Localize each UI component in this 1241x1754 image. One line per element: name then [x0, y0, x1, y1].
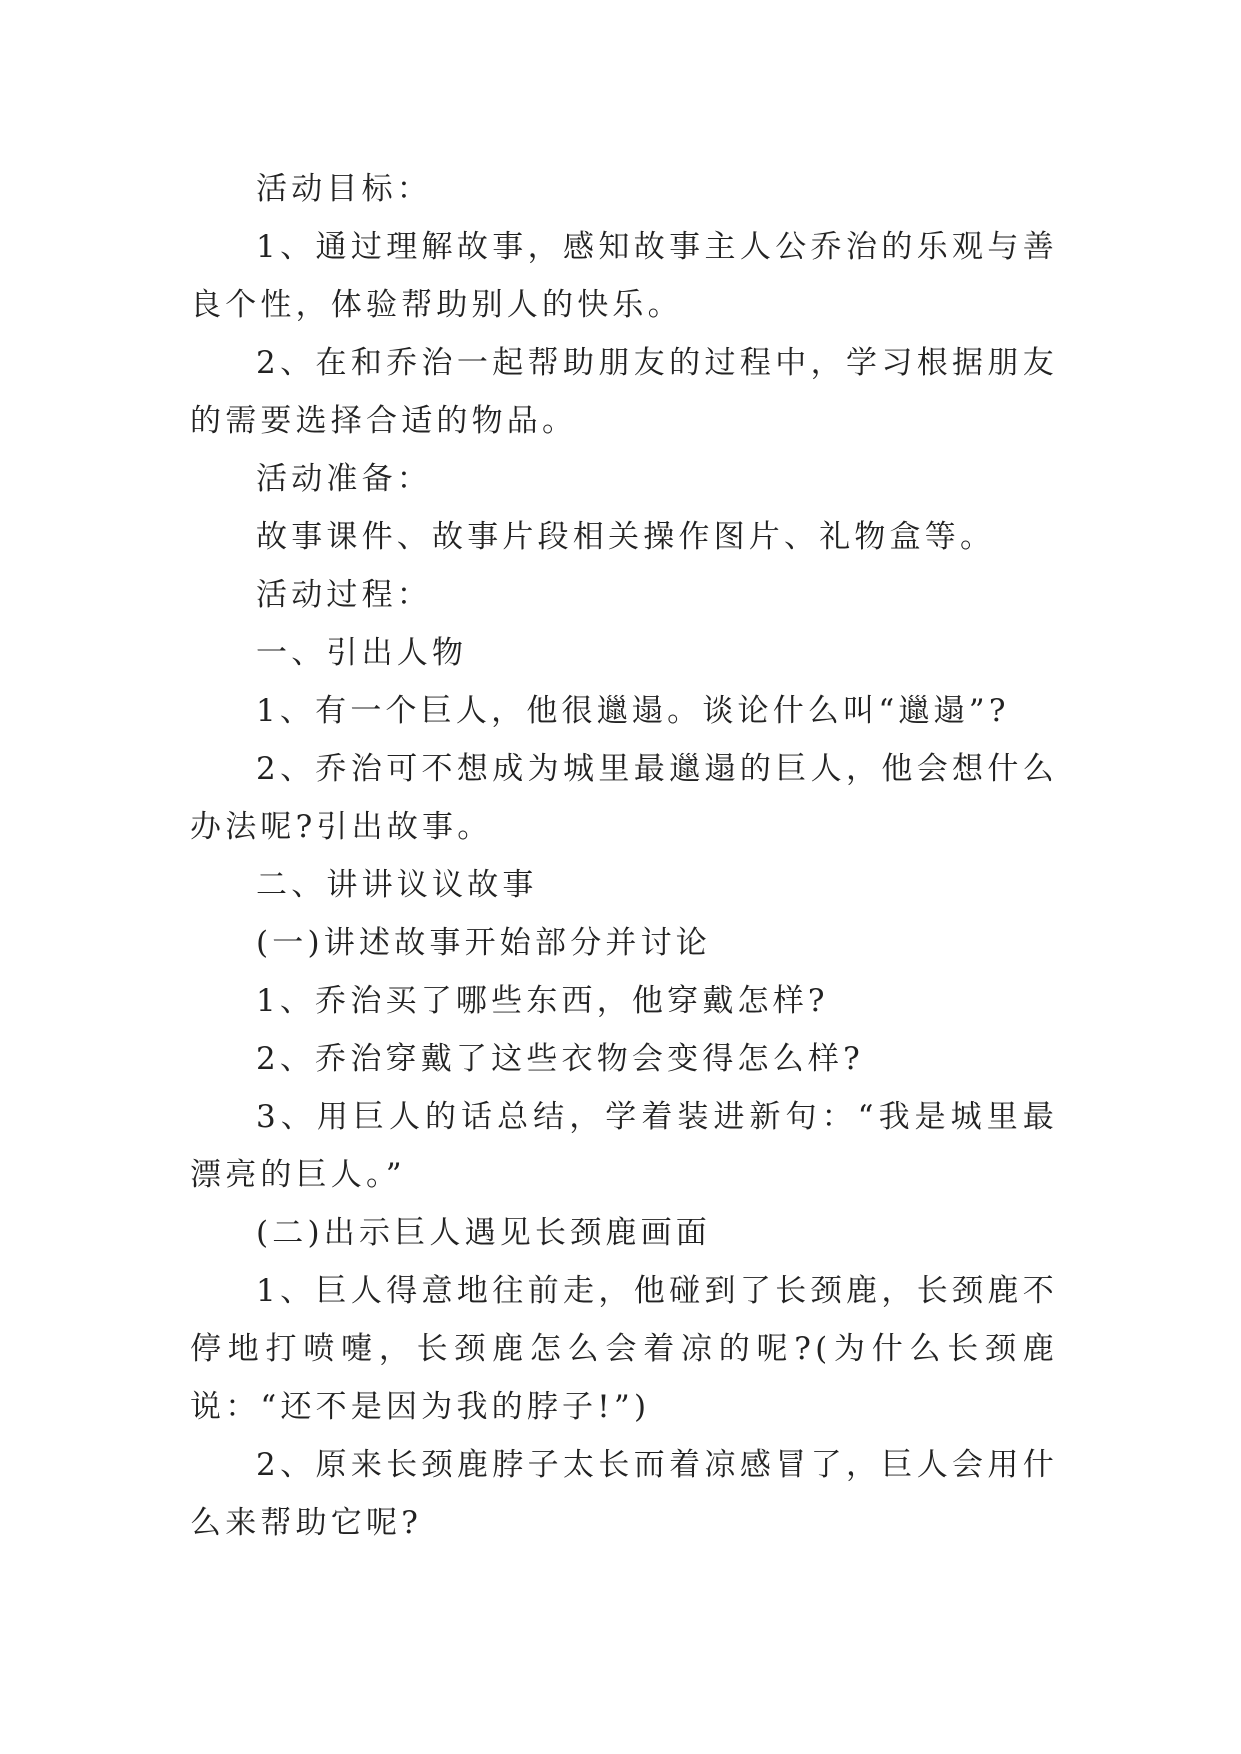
section-heading-2: 二、讲讲议议故事: [256, 867, 538, 903]
subsection-heading-1: (一)讲述故事开始部分并讨论: [256, 925, 711, 961]
preparation-text: 故事课件、故事片段相关操作图片、礼物盒等。: [256, 519, 996, 555]
process-item: 2、原来长颈鹿脖子太长而着凉感冒了，巨人会用什么来帮助它呢?: [190, 1447, 1058, 1541]
goal-item-1: 1、通过理解故事，感知故事主人公乔治的乐观与善良个性，体验帮助别人的快乐。: [190, 229, 1058, 323]
goal-item-2: 2、在和乔治一起帮助朋友的过程中，学习根据朋友的需要选择合适的物品。: [190, 345, 1058, 439]
process-item: 1、乔治买了哪些东西，他穿戴怎样?: [256, 983, 829, 1019]
process-item: 2、乔治穿戴了这些衣物会变得怎么样?: [256, 1041, 864, 1077]
process-item: 2、乔治可不想成为城里最邋遢的巨人，他会想什么办法呢?引出故事。: [190, 751, 1058, 845]
process-item: 3、用巨人的话总结，学着装进新句：“我是城里最漂亮的巨人。”: [190, 1099, 1058, 1193]
heading-activity-process: 活动过程：: [256, 577, 432, 613]
subsection-heading-2: (二)出示巨人遇见长颈鹿画面: [256, 1215, 711, 1251]
process-item: 1、巨人得意地往前走，他碰到了长颈鹿，长颈鹿不停地打喷嚏，长颈鹿怎么会着凉的呢?(为什么长颈鹿说：“还不是因为我的脖子!”): [190, 1273, 1058, 1425]
heading-activity-goals: 活动目标：: [256, 171, 432, 207]
document-body: [190, 160, 1058, 1552]
heading-activity-preparation: 活动准备：: [256, 461, 432, 497]
process-item: 1、有一个巨人，他很邋遢。谈论什么叫“邋遢”?: [256, 693, 1010, 729]
section-heading-1: 一、引出人物: [256, 635, 468, 671]
